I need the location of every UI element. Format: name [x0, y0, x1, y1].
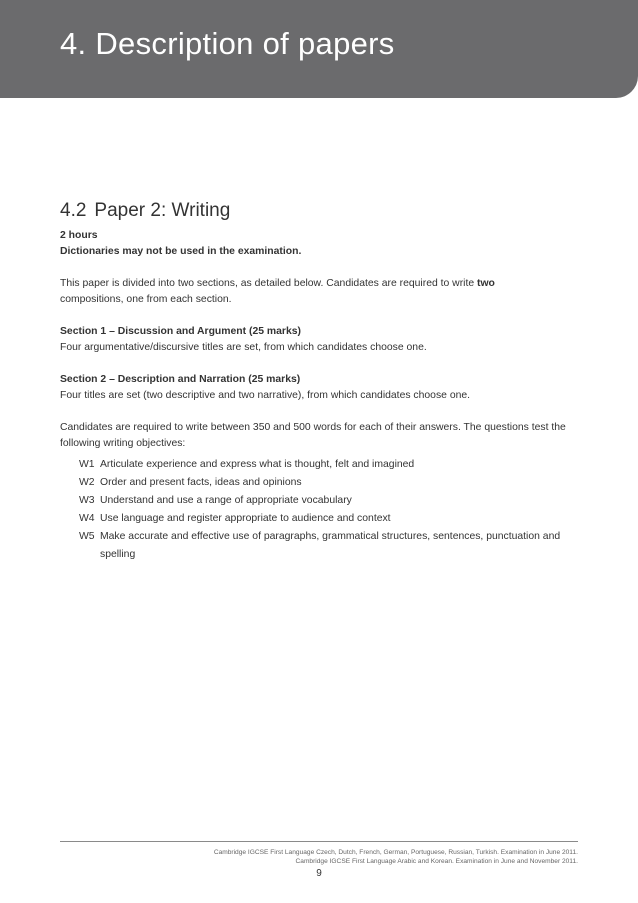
intro-paragraph: [60, 276, 580, 308]
main-content: [60, 200, 580, 564]
page-number: 9: [316, 868, 322, 879]
objective-item: [79, 474, 580, 492]
section-heading: [60, 200, 580, 222]
objective-code: W2: [79, 477, 95, 488]
footer-line-1: Cambridge IGCSE First Language Czech, Dutch, French, German, Portuguese, Russian, Turkish. Examination in June 2011.: [213, 849, 578, 856]
objective-item: [79, 510, 580, 528]
dictionary-note: Dictionaries may not be used in the examination.: [60, 246, 302, 257]
objective-code: W5: [79, 531, 95, 542]
objective-item: [79, 492, 580, 510]
section-title: Paper 2: Writing: [94, 200, 231, 221]
objective-text: Use language and register appropriate to audience and context: [100, 513, 391, 524]
section-number: 4.2: [60, 200, 87, 221]
section1-text: Four argumentative/discursive titles are set, from which candidates choose one.: [60, 342, 427, 353]
footer-line-2: Cambridge IGCSE First Language Arabic and Korean. Examination in June and November 2011.: [295, 858, 578, 865]
objective-item: [79, 456, 580, 474]
section2-heading: Section 2 – Description and Narration (25 marks): [60, 374, 301, 385]
duration-text: 2 hours: [60, 230, 98, 241]
objective-code: W4: [79, 513, 95, 524]
objective-text: Make accurate and effective use of paragraphs, grammatical structures, sentences, punctuation and spelling: [100, 531, 561, 560]
section1-heading: Section 1 – Discussion and Argument (25 marks): [60, 326, 301, 337]
objective-code: W1: [79, 459, 95, 470]
objective-text: Order and present facts, ideas and opinions: [100, 477, 302, 488]
intro-text: This paper is divided into two sections, as detailed below. Candidates are required to write: [60, 278, 478, 289]
words-paragraph: Candidates are required to write between 350 and 500 words for each of their answers. The questions test the following writing objectives:: [60, 422, 566, 449]
header-banner: [0, 0, 638, 98]
objective-item: [79, 528, 580, 564]
objectives-list: [60, 456, 580, 564]
objective-text: Articulate experience and express what is thought, felt and imagined: [100, 459, 415, 470]
page-title: 4. Description of papers: [60, 26, 395, 61]
intro-end: compositions, one from each section.: [60, 294, 232, 305]
objective-text: Understand and use a range of appropriate vocabulary: [100, 495, 352, 506]
section2-text: Four titles are set (two descriptive and two narrative), from which candidates choose one.: [60, 390, 471, 401]
intro-bold-word: two: [477, 278, 495, 289]
objective-code: W3: [79, 495, 95, 506]
footer-text: [78, 848, 578, 866]
footer-divider: [60, 841, 578, 842]
